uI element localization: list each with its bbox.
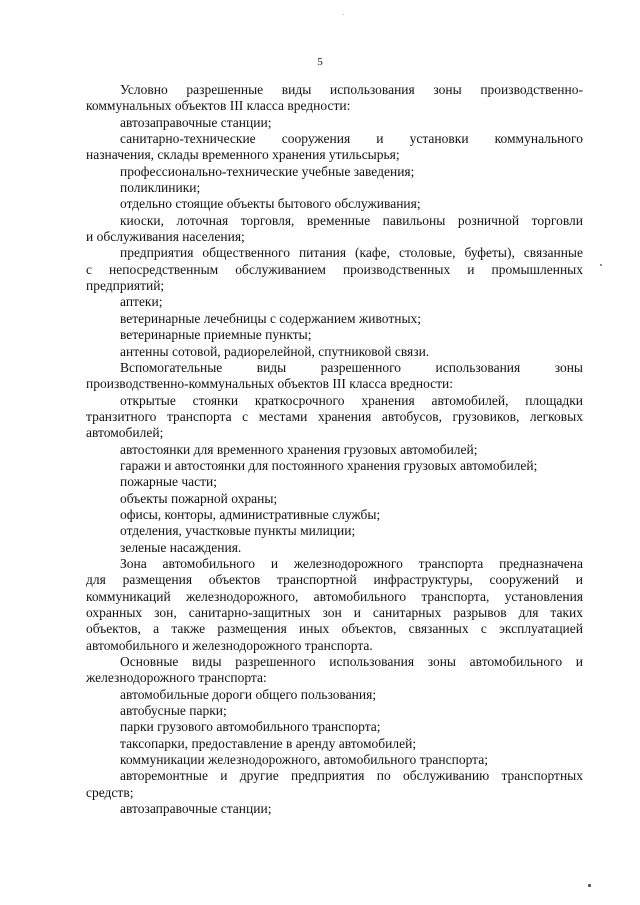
text-line: поликлиники; [120,180,201,196]
text-line: отдельно стоящие объекты бытового обслуживания; [120,196,421,212]
text-line: автомобильного и железнодорожного транспорта. [86,637,373,653]
page-number: 5 [317,56,323,68]
text-line: объекты пожарной охраны; [120,490,278,506]
text-line: санитарно-технические сооружения и установки коммунального [120,131,583,147]
text-line: таксопарки, предоставление в аренду автомобилей; [120,735,417,751]
text-line: охранных зон, санитарно-защитных зон и санитарных разрывов для таких [86,605,583,620]
text-line: офисы, конторы, административные службы; [120,506,381,522]
text-line: киоски, лоточная торговля, временные павильоны розничной торговли [120,212,583,228]
text-line: автозаправочные станции; [120,801,272,817]
text-line: средств; [86,784,134,800]
text-line: для размещения объектов транспортной инфраструктуры, сооружений и [86,572,583,588]
text-line: предприятий; [86,278,165,294]
text-line: аптеки; [120,294,163,310]
text-line: коммуникаций железнодорожного, автомобильного транспорта, установления [86,588,583,604]
text-line: назначения, склады временного хранения утильсырья; [86,147,400,163]
text-line: объектов, а также размещения иных объектов, связанных с эксплуатацией [86,621,583,637]
text-line: ветеринарные приемные пункты; [120,327,312,343]
text-line: Условно разрешенные виды использования зоны производственно- [120,82,583,97]
text-line: коммунальных объектов III класса вредности: [86,98,351,114]
text-line: открытые стоянки краткосрочного хранения автомобилей, площадки [120,392,583,408]
text-line: автомобильные дороги общего пользования; [120,686,377,702]
text-line: Зона автомобильного и железнодорожного транспорта предназначена [120,555,583,571]
text-line: предприятия общественного питания (кафе, столовые, буфеты), связанные [120,245,583,261]
text-line: и обслуживания населения; [86,229,245,245]
scan-speck [600,264,602,266]
text-line: автобусные парки; [120,703,227,719]
text-line: отделения, участковые пункты милиции; [120,523,356,539]
text-line: транзитного транспорта с местами хранения автобусов, грузовиков, легковых [86,408,583,424]
text-line: производственно-коммунальных объектов III класса вредности: [86,376,454,392]
text-line: с непосредственным обслуживанием производственных и промышленных [86,261,583,277]
text-line: профессионально-технические учебные заведения; [120,163,415,179]
text-line: автостоянки для временного хранения грузовых автомобилей; [120,441,478,457]
scan-speck [343,14,344,15]
text-line: коммуникации железнодорожного, автомобильного транспорта; [120,752,488,768]
text-line: автомобилей; [86,425,164,441]
text-line: Вспомогательные виды разрешенного использования зоны [120,359,583,375]
text-line: Основные виды разрешенного использования зоны автомобильного и [120,654,583,670]
text-line: гаражи и автостоянки для постоянного хранения грузовых автомобилей; [120,457,538,473]
page-body-text [86,82,583,817]
text-line: зеленые насаждения. [120,539,242,555]
text-line: авторемонтные и другие предприятия по обслуживанию транспортных [120,768,583,784]
scan-speck [588,884,591,887]
text-line: автозаправочные станции; [120,114,272,130]
text-line: пожарные части; [120,474,218,490]
text-line: железнодорожного транспорта: [86,670,267,686]
text-line: антенны сотовой, радиорелейной, спутниковой связи. [120,343,430,359]
text-line: ветеринарные лечебницы с содержанием животных; [120,310,422,326]
text-line: парки грузового автомобильного транспорта; [120,719,381,735]
